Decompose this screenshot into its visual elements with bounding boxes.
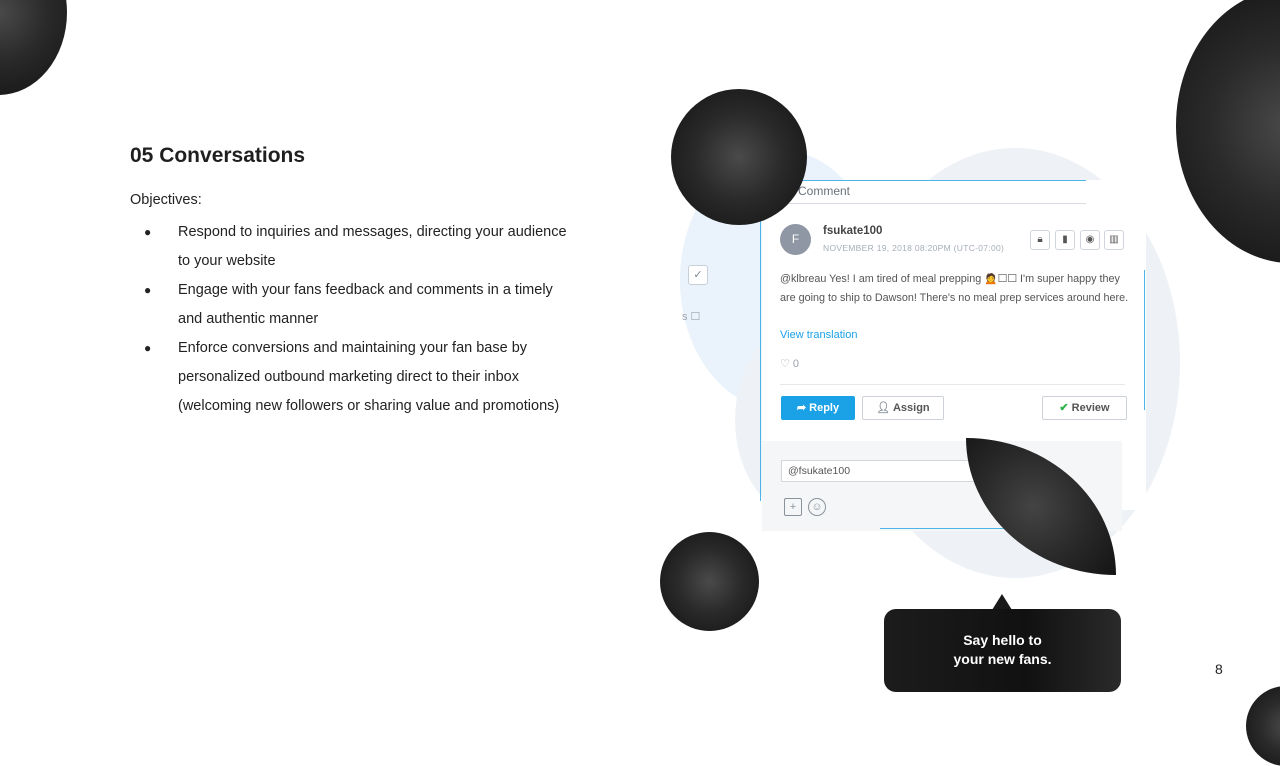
objectives-label: Objectives: (130, 192, 202, 208)
list-item (140, 218, 580, 276)
review-label: Review (1071, 402, 1110, 414)
review-button[interactable] (1042, 396, 1127, 420)
decorative-circle (671, 89, 807, 225)
bullet-icon: ● (144, 225, 152, 239)
emoji-icon[interactable]: ☺ (808, 498, 826, 516)
comment-count-icon: s ☐ (682, 311, 701, 323)
assign-label: Assign (892, 402, 930, 414)
view-translation-link[interactable]: View translation (780, 329, 858, 341)
divider (762, 203, 1086, 204)
objectives-list (140, 218, 580, 421)
user-icon: 👤︎ (876, 402, 893, 414)
checkbox-icon[interactable]: ✓ (688, 265, 708, 285)
callout-tail (992, 594, 1012, 610)
decorative-circle-bottom-right (1246, 686, 1280, 766)
list-item (140, 334, 580, 421)
decorative-circle-top-right (1176, 0, 1280, 263)
comment-username[interactable]: fsukate100 (823, 225, 883, 237)
reply-button[interactable] (781, 396, 855, 420)
divider (760, 181, 761, 501)
trash-icon[interactable]: ▥ (1104, 230, 1124, 250)
like-count[interactable]: ♡ 0 (780, 358, 800, 370)
bullet-icon: ● (144, 283, 152, 297)
divider (1144, 270, 1145, 410)
tab-comment[interactable]: Comment (798, 184, 851, 198)
comment-date: NOVEMBER 19, 2018 08:20PM (UTC-07:00) (823, 243, 1005, 253)
bullet-text: Engage with your fans feedback and comments in a timely and authentic manner (178, 282, 553, 327)
comment-text: @klbreau Yes! I am tired of meal prepping 🙍☐☐ I'm super happy they are going to ship to Dawson! There's no meal prep services around here. (780, 273, 1129, 304)
divider (780, 384, 1125, 385)
lock-icon[interactable]: 🔒︎ (1030, 230, 1050, 250)
reply-input[interactable]: @fsukate100 (781, 460, 1039, 482)
callout-text (884, 631, 1121, 669)
bullet-text: Enforce conversions and maintaining your fan base by personalized outbound marketing direct to their inbox (welcoming new followers or sharing value and promotions) (178, 340, 560, 414)
add-comment-icon[interactable]: + (784, 498, 802, 516)
list-item (140, 276, 580, 334)
decorative-circle-top-left (0, 0, 67, 95)
share-icon: ➦ (796, 402, 810, 414)
assign-button[interactable] (862, 396, 944, 420)
eye-icon[interactable]: ◉ (1080, 230, 1100, 250)
decorative-circle (660, 532, 759, 631)
check-icon: ✔ (1059, 402, 1072, 414)
reply-label: Reply (809, 402, 840, 414)
divider (762, 180, 1086, 181)
bookmark-icon[interactable]: ▮ (1055, 230, 1075, 250)
slide-title: 05 Conversations (130, 144, 306, 167)
callout-line: your new fans. (953, 651, 1052, 667)
callout-line: Say hello to (963, 632, 1042, 648)
page-number: 8 (1215, 661, 1223, 677)
avatar: F (780, 224, 811, 255)
bullet-icon: ● (144, 341, 152, 355)
bullet-text: Respond to inquiries and messages, directing your audience to your website (178, 224, 567, 269)
